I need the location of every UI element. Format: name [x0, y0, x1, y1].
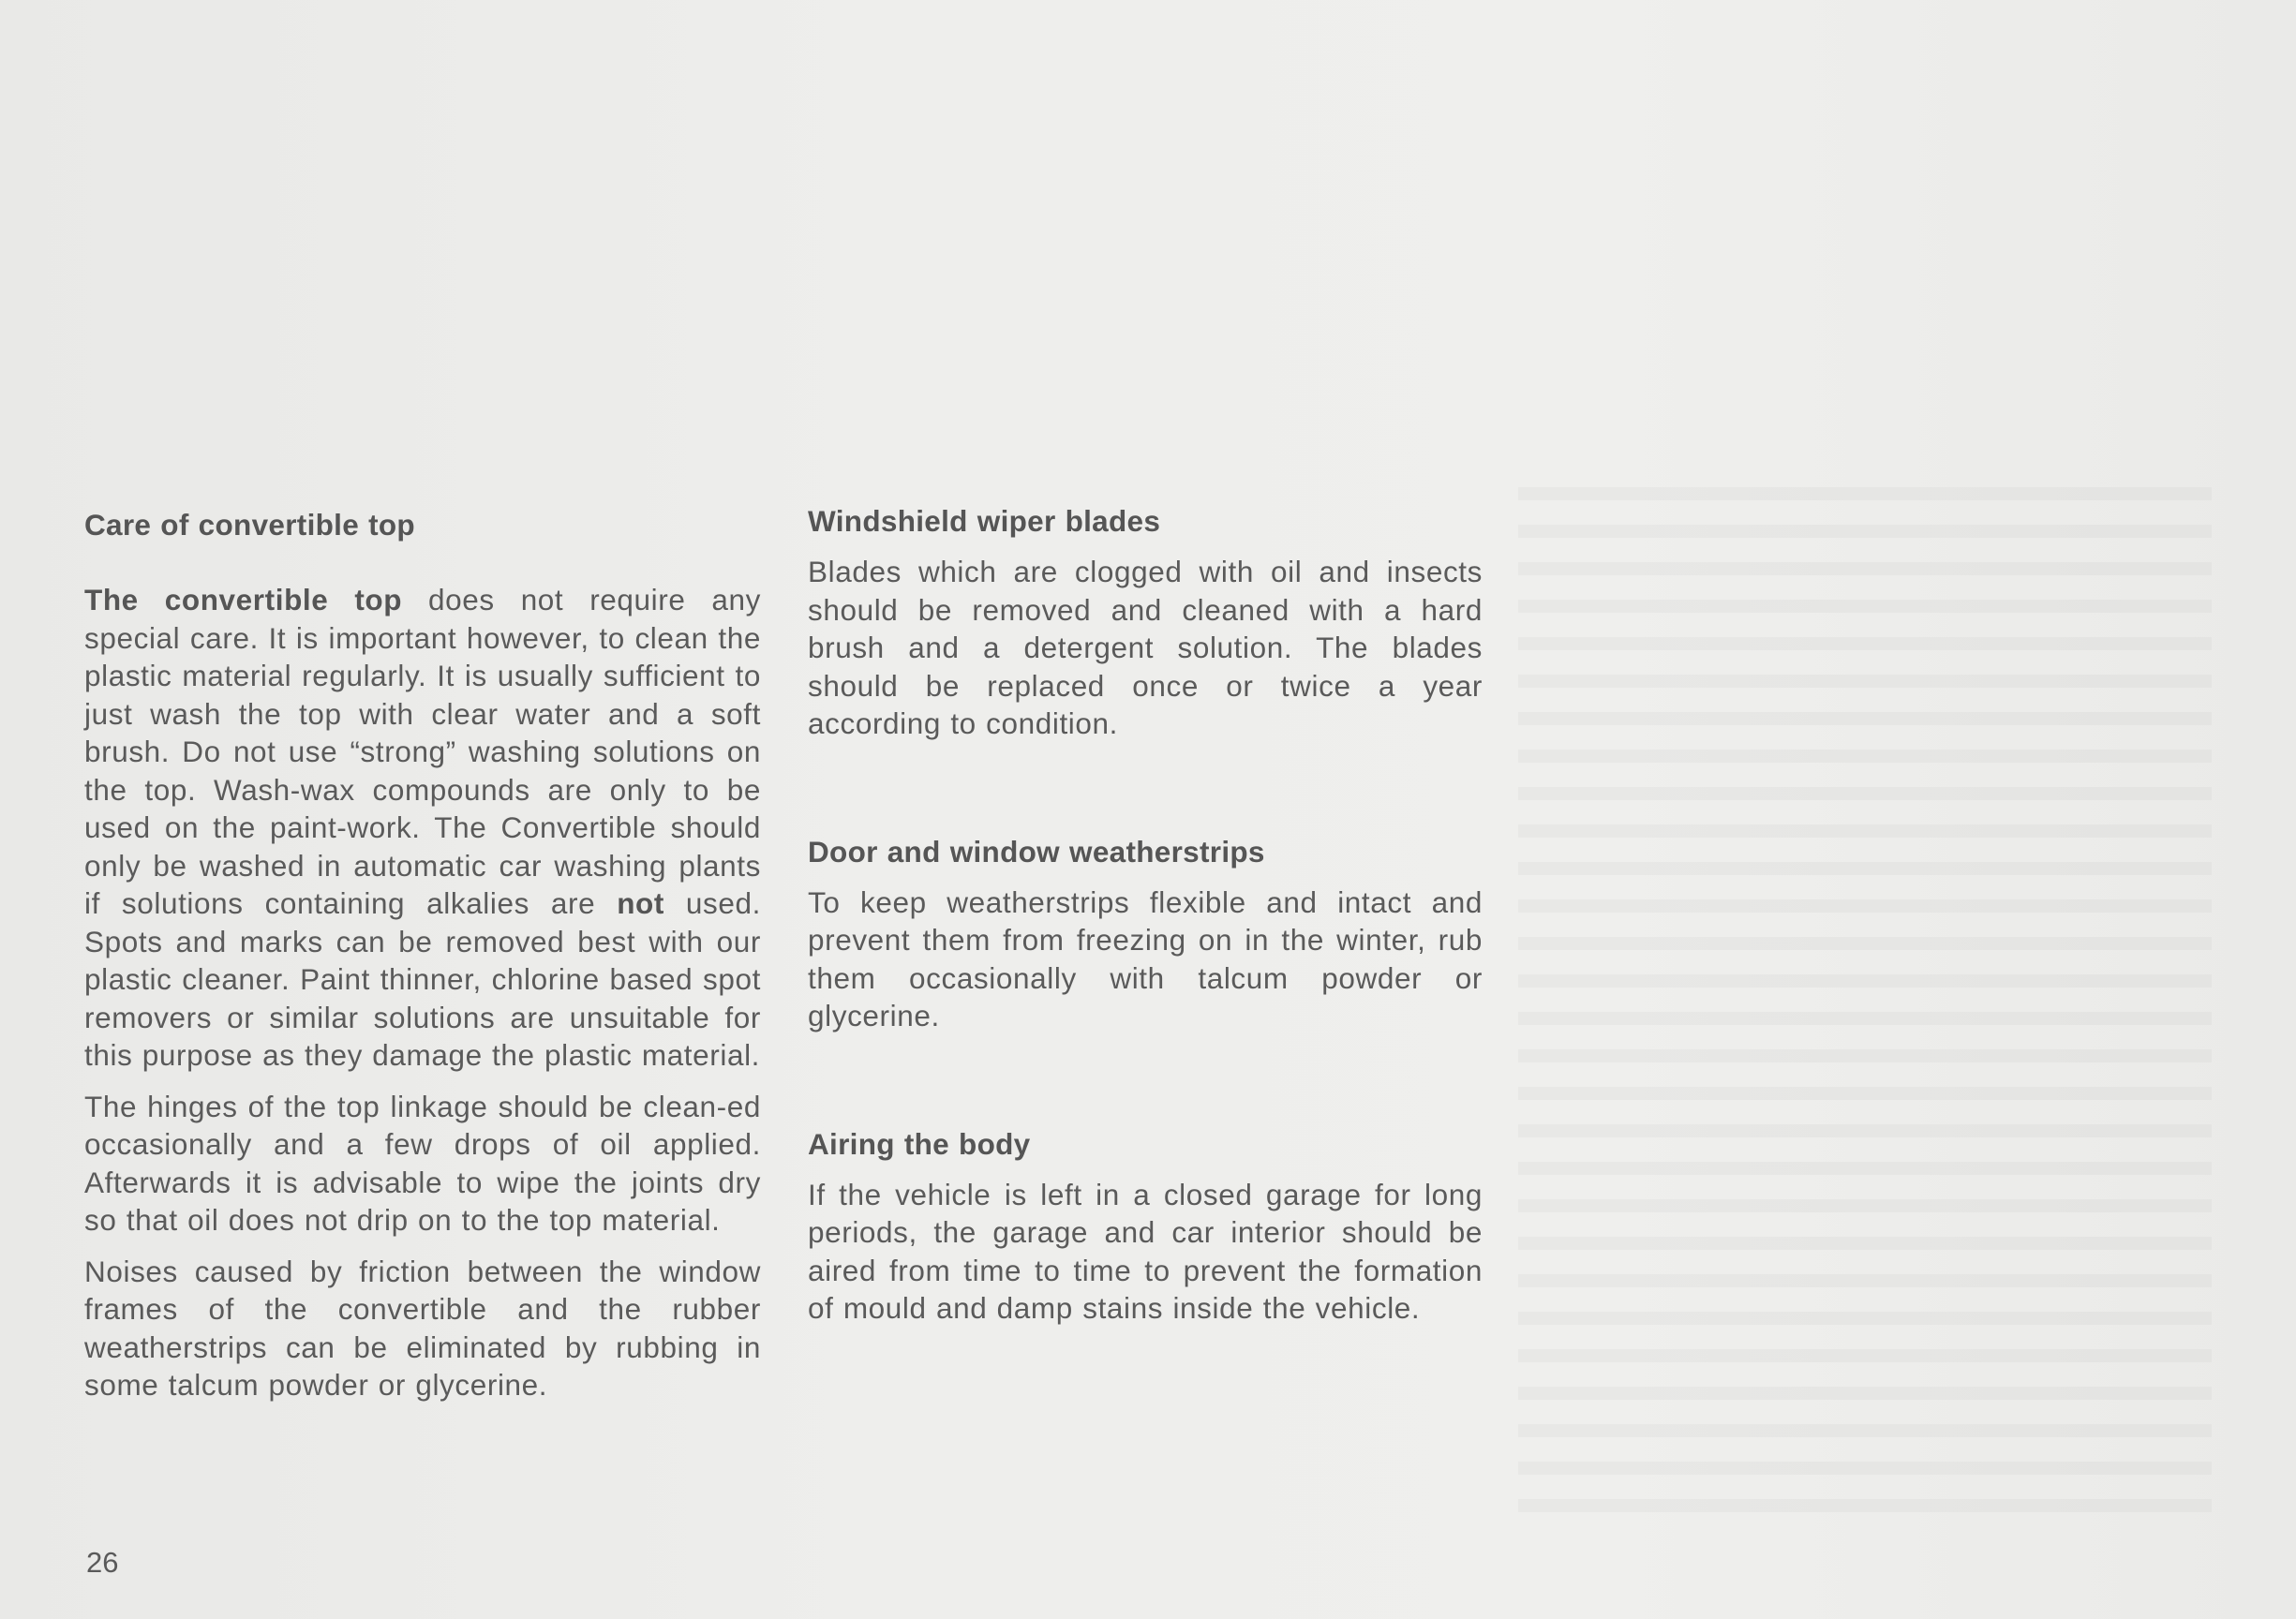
paragraph-text: does not require any special care. It is important however, to clean the plastic material regularly. It is usually sufficient to just wash the top with clear water and a soft brush. Do not use “strong” washing solutions on the top. Wash-wax compounds are only to be used on the paint-work. The Convertible should only be washed in automatic car washing plants if solutions containing alkalies are — [84, 583, 761, 920]
heading-airing-body: Airing the body — [808, 1126, 1031, 1161]
left-column — [84, 506, 761, 1404]
heading-wiper-blades: Windshield wiper blades — [808, 504, 1161, 538]
show-through-texture — [1518, 487, 2212, 1518]
heading-convertible-top: Care of convertible top — [84, 508, 415, 542]
paragraph-weatherstrips: To keep weatherstrips flexible and intact and prevent them from freezing on in the winter, rub them occasionally with talcum powder or glycerine. — [808, 884, 1483, 1032]
lead-term: The convertible top — [84, 583, 403, 616]
paragraph-convertible-care — [84, 581, 761, 1075]
paragraph-hinges: The hinges of the top linkage should be clean-ed occasionally and a few drops of oil applied. Afterwards it is advisable to wipe the joints dry so that oil does not drip on to the top material. — [84, 1089, 761, 1237]
heading-weatherstrips: Door and window weatherstrips — [808, 834, 1265, 869]
page-number: 26 — [86, 1546, 119, 1579]
right-column — [808, 506, 1483, 1328]
paragraph-noises: Noises caused by friction between the window frames of the convertible and the rubber weatherstrips can be eliminated by rubbing in some talcum powder or glycerine. — [84, 1254, 761, 1402]
paragraph-text: used. Spots and marks can be removed best with our plastic cleaner. Paint thinner, chlorine based spot removers or similar solutions are unsuitable for this purpose as they damage the plastic material. — [84, 886, 761, 1072]
paragraph-wiper-blades: Blades which are clogged with oil and insects should be removed and cleaned with a hard brush and a detergent solution. The blades should be replaced once or twice a year according to condition. — [808, 555, 1483, 740]
emphasis-not: not — [617, 886, 664, 920]
paragraph-airing-body: If the vehicle is left in a closed garage for long periods, the garage and car interior should be aired from time to time to prevent the formation of mould and damp stains inside the vehicle. — [808, 1177, 1483, 1325]
